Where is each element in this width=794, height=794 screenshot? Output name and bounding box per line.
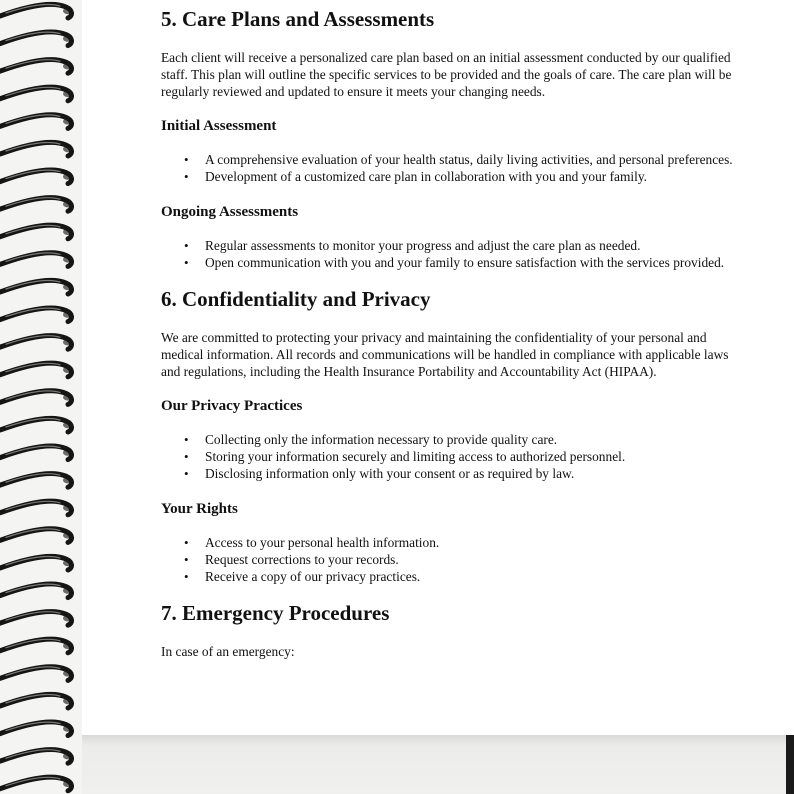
page-underlay: [80, 735, 794, 794]
bullet-icon: •: [184, 569, 189, 584]
your-rights-list: [161, 534, 751, 585]
initial-assessment-list: [161, 151, 751, 185]
bullet-icon: •: [184, 449, 189, 464]
bullet-icon: •: [184, 535, 189, 550]
list-item: • Collecting only the information necessary to provide quality care.: [184, 432, 558, 447]
page-edge: [786, 735, 794, 794]
bullet-icon: •: [184, 466, 189, 481]
list-item: • Request corrections to your records.: [184, 552, 399, 567]
section-7-title: 7. Emergency Procedures: [161, 601, 390, 625]
bullet-icon: •: [184, 238, 189, 253]
list-item: • A comprehensive evaluation of your health status, daily living activities, and personal preferences.: [184, 152, 733, 167]
section-5-title: 5. Care Plans and Assessments: [161, 7, 435, 31]
section-7-paragraph: In case of an emergency:: [161, 644, 295, 659]
privacy-practices-heading: Our Privacy Practices: [161, 398, 303, 414]
section-5-paragraph: Each client will receive a personalized care plan based on an initial assessment conducted by our qualified staff. This plan will outline the specific services to be provided and the goals of care. The care plan will be regularly reviewed and updated to ensure it meets your changing needs.: [161, 50, 732, 99]
initial-assessment-heading: Initial Assessment: [161, 118, 277, 134]
bullet-icon: •: [184, 152, 189, 167]
your-rights-heading: Your Rights: [161, 501, 238, 517]
bullet-icon: •: [184, 552, 189, 567]
list-item: • Access to your personal health information.: [184, 535, 440, 550]
bullet-icon: •: [184, 255, 189, 270]
ongoing-assessments-list: [161, 237, 751, 271]
list-item: • Development of a customized care plan in collaboration with you and your family.: [184, 169, 648, 184]
list-item: • Disclosing information only with your consent or as required by law.: [184, 466, 575, 481]
bullet-icon: •: [184, 169, 189, 184]
list-item: • Regular assessments to monitor your progress and adjust the care plan as needed.: [184, 238, 641, 253]
bullet-icon: •: [184, 432, 189, 447]
document-content: [161, 6, 751, 660]
privacy-practices-list: [161, 431, 751, 482]
section-6-title: 6. Confidentiality and Privacy: [161, 287, 431, 311]
list-item: • Open communication with you and your family to ensure satisfaction with the services provided.: [184, 255, 725, 270]
ongoing-assessments-heading: Ongoing Assessments: [161, 204, 299, 220]
list-item: • Receive a copy of our privacy practices.: [184, 569, 421, 584]
list-item: • Storing your information securely and limiting access to authorized personnel.: [184, 449, 626, 464]
spiral-binding: [0, 0, 82, 794]
section-6-paragraph: We are committed to protecting your privacy and maintaining the confidentiality of your personal and medical information. All records and communications will be handled in compliance with applicable laws and regulations, including the Health Insurance Portability and Accountability Act (HIPAA).: [161, 330, 729, 379]
